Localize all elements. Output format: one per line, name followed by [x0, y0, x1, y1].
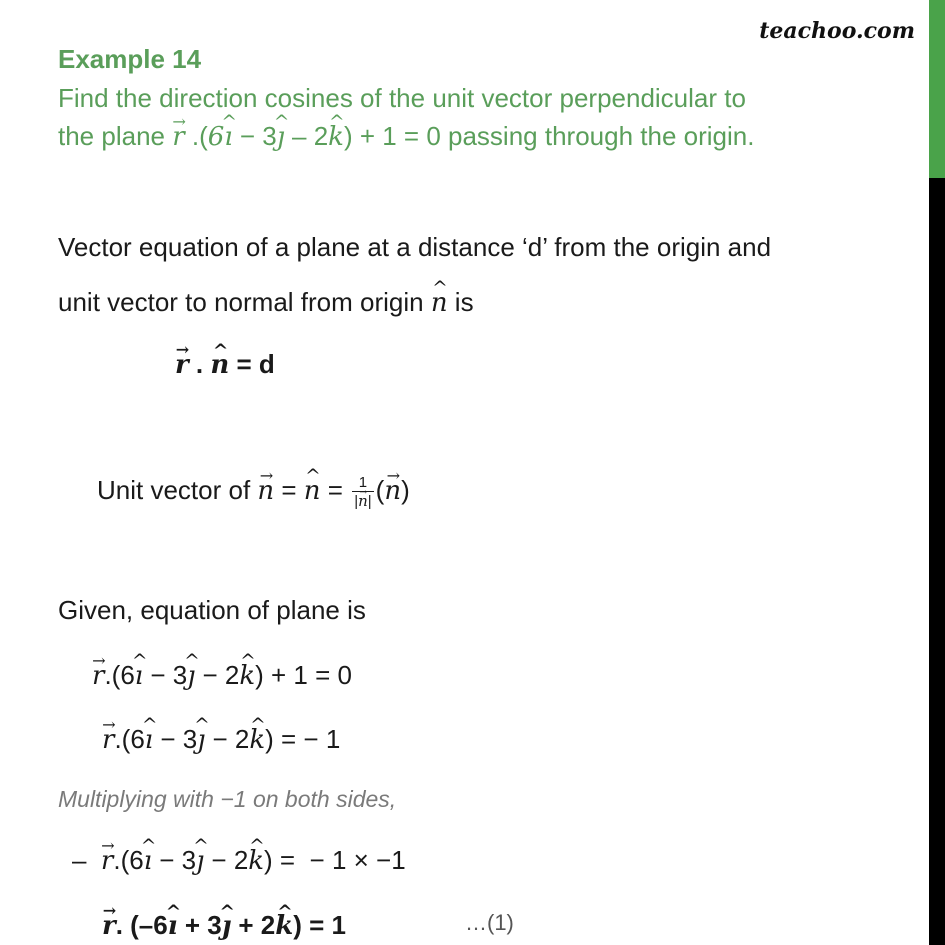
- equation-negated: – → r.(6^ ı − 3^ ȷ − 2^ k) = − 1 × −1: [72, 845, 406, 876]
- question-prefix: the plane: [58, 121, 173, 151]
- intro-end: is: [447, 287, 474, 317]
- given-label: Given, equation of plane is: [58, 595, 366, 625]
- intro-line-2: [58, 287, 474, 318]
- equation-final: → r. (–6^ ı + 3^ ȷ + 2^ k) = 1: [102, 910, 346, 941]
- scrollbar-thumb[interactable]: [929, 0, 945, 178]
- intro-text: unit vector to normal from origin: [58, 287, 431, 317]
- equation-given: → r.(6^ ı − 3^ ȷ − 2^ k) + 1 = 0: [92, 660, 352, 691]
- equation-ref: …(1): [465, 910, 514, 935]
- equation-rearranged: → r.(6^ ı − 3^ ȷ − 2^ k) = − 1: [102, 724, 340, 755]
- example-title: Example 14: [58, 44, 202, 74]
- plane-vector-equation: → r . ^ n = d: [175, 349, 275, 380]
- question-line-1: Find the direction cosines of the unit vector perpendicular to: [58, 83, 746, 113]
- question-suffix: + 1 = 0 passing through the origin.: [352, 121, 755, 151]
- unit-vector-formula: Unit vector of → n = ^ n = $\frac{1}{|\to n|}$ (→ n): [97, 475, 410, 510]
- scrollbar[interactable]: [929, 0, 945, 945]
- question-line-2: the plane → r .(6^ ı − 3^ ȷ – 2^ k) + 1 = 0 passing through the origin.: [58, 121, 754, 152]
- n-hat: ^ n: [431, 288, 448, 318]
- teachoo-logo: teachoo.com: [759, 18, 915, 44]
- vector-r: → r: [172, 122, 184, 152]
- intro-line-1: Vector equation of a plane at a distance ‘d’ from the origin and: [58, 232, 772, 262]
- multiply-note: Multiplying with −1 on both sides,: [58, 786, 397, 812]
- fraction: $\frac{1}{|\to n|}$: [352, 475, 373, 510]
- unit-vector-label: Unit vector of: [97, 475, 258, 506]
